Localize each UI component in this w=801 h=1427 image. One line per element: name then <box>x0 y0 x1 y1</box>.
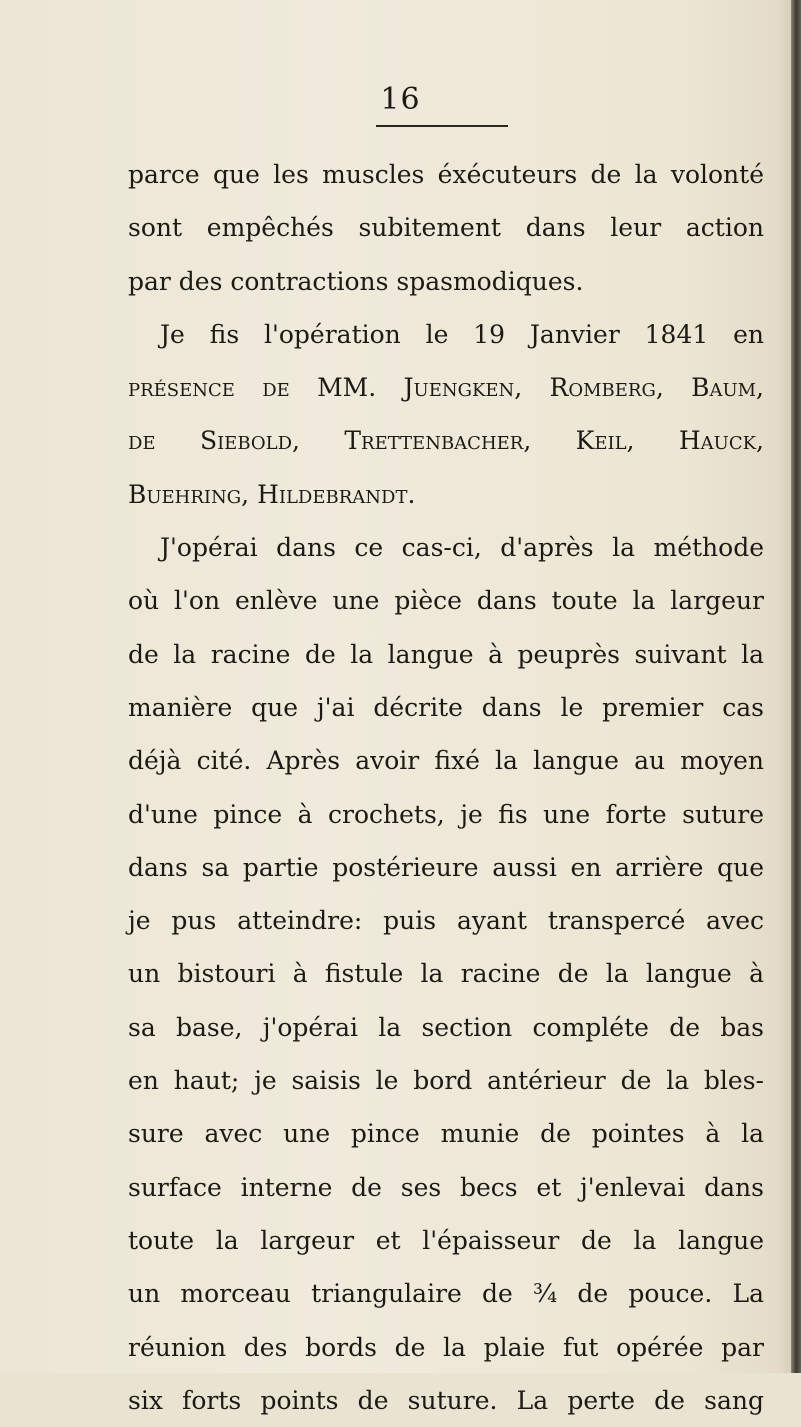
text-line-22: un morceau triangulaire de ¾ de pouce. La <box>128 1279 764 1309</box>
text-line-24: six forts points de suture. La perte de sang <box>128 1385 764 1415</box>
text-line-17: sa base, j'opérai la section compléte de bas <box>128 1012 764 1042</box>
text-line-8: J'opérai dans ce cas-ci, d'après la méthode <box>160 533 764 563</box>
text-line-3: par des contractions spasmodiques. <box>128 266 584 296</box>
text-line-9: où l'on enlève une pièce dans toute la largeur <box>128 586 764 616</box>
text-line-14: dans sa partie postérieure aussi en arrière que <box>128 852 764 882</box>
page-number: 16 <box>380 82 421 117</box>
page-edge-shadow <box>791 0 801 1373</box>
body-text <box>128 148 764 1427</box>
text-line-15: je pus atteindre: puis ayant transpercé avec <box>128 906 764 936</box>
text-line-10: de la racine de la langue à peuprès suivant la <box>128 639 764 669</box>
text-line-13: d'une pince à crochets, je fis une forte suture <box>128 799 764 829</box>
text-line-23: réunion des bords de la plaie fut opérée par <box>128 1332 764 1362</box>
text-line-1: parce que les muscles éxécuteurs de la volonté <box>128 160 764 189</box>
text-line-21: toute la largeur et l'épaisseur de la langue <box>128 1225 764 1255</box>
page-number-rule <box>376 125 508 127</box>
text-line-20: surface interne de ses becs et j'enlevai dans <box>128 1172 764 1202</box>
text-line-4: Je fis l'opération le 19 Janvier 1841 en <box>160 319 764 349</box>
text-line-19: sure avec une pince munie de pointes à la <box>128 1119 764 1149</box>
text-line-16: un bistouri à fistule la racine de la langue à <box>128 959 764 989</box>
text-line-18: en haut; je saisis le bord antérieur de la bles- <box>128 1066 764 1096</box>
text-line-6: de Siebold, Trettenbacher, Keil, Hauck, <box>128 426 764 456</box>
text-line-7: Buehring, Hildebrandt. <box>128 479 416 509</box>
text-line-12: déjà cité. Après avoir fixé la langue au moyen <box>128 746 764 776</box>
text-line-11: manière que j'ai décrite dans le premier cas <box>128 692 764 722</box>
text-line-5: présence de MM. Juengken, Romberg, Baum, <box>128 373 764 403</box>
text-line-2: sont empêchés subitement dans leur action <box>128 213 764 243</box>
